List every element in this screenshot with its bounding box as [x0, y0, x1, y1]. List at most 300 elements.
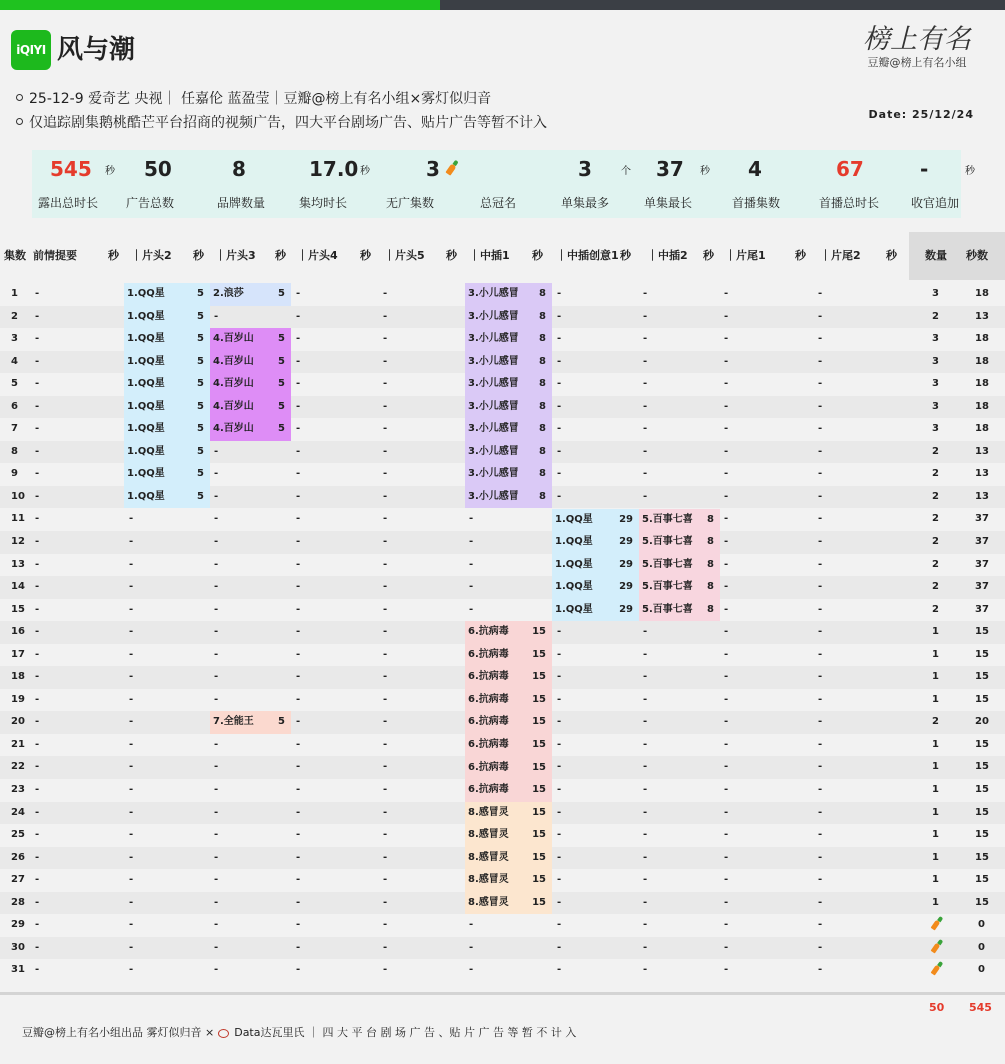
column-header-17: ｜片尾1 [725, 249, 766, 262]
empty-slot: - [35, 964, 40, 976]
empty-slot: - [643, 288, 648, 299]
ad-brand: 1.QQ星 [127, 333, 165, 345]
stat-value: 4 [748, 157, 762, 181]
empty-slot: - [724, 919, 729, 931]
episode-ad-seconds: 18 [975, 288, 989, 299]
empty-slot: - [724, 423, 729, 435]
empty-slot: - [557, 829, 562, 841]
ad-brand: 3.小儿感冒 [468, 355, 519, 367]
empty-slot: - [818, 333, 823, 345]
column-header-9: ｜片头5 [384, 249, 425, 262]
empty-slot: - [643, 333, 648, 345]
ad-cell [465, 711, 552, 734]
empty-slot: - [296, 671, 301, 683]
ad-cell [210, 711, 291, 734]
episode-ad-count: 2 [932, 513, 939, 525]
empty-slot: - [724, 288, 729, 299]
empty-slot: - [383, 964, 388, 976]
episode-ad-count: 1 [932, 896, 939, 908]
empty-slot: - [818, 648, 823, 660]
empty-slot: - [35, 648, 40, 660]
episode-number: 4 [11, 355, 18, 367]
empty-slot: - [214, 693, 219, 705]
ad-seconds: 29 [619, 603, 633, 615]
empty-slot: - [296, 738, 301, 750]
column-header-0: 集数 [4, 249, 26, 262]
empty-slot: - [35, 829, 40, 841]
ad-cell [465, 441, 552, 464]
empty-slot: - [818, 378, 823, 390]
episode-ad-count: 3 [932, 378, 939, 390]
episode-ad-count: 2 [932, 468, 939, 480]
ad-seconds: 5 [197, 423, 204, 435]
column-header-14: 秒 [620, 249, 631, 262]
empty-slot: - [383, 738, 388, 750]
episode-ad-count: 1 [932, 626, 939, 638]
carrot-icon [931, 920, 941, 931]
empty-slot: - [643, 919, 648, 931]
empty-slot: - [643, 941, 648, 953]
episode-ad-seconds: 18 [975, 355, 989, 367]
ad-seconds: 15 [532, 739, 546, 750]
empty-slot: - [724, 603, 729, 615]
ad-cell [124, 351, 210, 374]
empty-slot: - [469, 964, 474, 976]
empty-slot: - [383, 761, 388, 773]
table-row [0, 959, 1005, 982]
carrot-icon [931, 942, 941, 953]
empty-slot: - [643, 716, 648, 728]
empty-slot: - [296, 964, 301, 976]
summary-header-background [909, 232, 1005, 280]
episode-ad-seconds: 15 [975, 806, 989, 818]
empty-slot: - [818, 896, 823, 908]
empty-slot: - [643, 874, 648, 886]
ad-cell [465, 396, 552, 419]
stat-value: 67 [836, 157, 864, 181]
empty-slot: - [818, 874, 823, 886]
ad-brand: 6.抗病毒 [468, 626, 509, 638]
episode-number: 17 [11, 648, 25, 660]
ad-brand: 1.QQ星 [127, 400, 165, 412]
empty-slot: - [818, 919, 823, 931]
empty-slot: - [296, 716, 301, 728]
empty-slot: - [129, 784, 134, 796]
empty-slot: - [818, 513, 823, 525]
episode-number: 22 [11, 761, 25, 773]
empty-slot: - [557, 784, 562, 796]
empty-slot: - [214, 964, 219, 976]
ad-seconds: 8 [539, 333, 546, 345]
report-date: Date: 25/12/24 [868, 108, 974, 121]
empty-slot: - [818, 784, 823, 796]
empty-slot: - [296, 761, 301, 773]
empty-slot: - [35, 941, 40, 953]
ad-cell [465, 486, 552, 509]
episode-number: 18 [11, 671, 25, 683]
empty-slot: - [214, 896, 219, 908]
ad-brand: 5.百事七喜 [642, 513, 693, 525]
empty-slot: - [129, 851, 134, 863]
empty-slot: - [296, 829, 301, 841]
empty-slot: - [724, 333, 729, 345]
stat-label: 品牌数量 [217, 196, 266, 210]
episode-ad-seconds: 18 [975, 333, 989, 345]
empty-slot: - [383, 851, 388, 863]
drama-title: 风与潮 [57, 35, 136, 65]
ad-seconds: 29 [619, 513, 633, 525]
episode-ad-seconds: 13 [975, 468, 989, 480]
empty-slot: - [557, 355, 562, 367]
empty-slot: - [724, 513, 729, 525]
table-row [0, 554, 1005, 577]
ad-seconds: 5 [278, 288, 285, 299]
empty-slot: - [818, 423, 823, 435]
episode-number: 8 [11, 445, 18, 457]
episode-number: 27 [11, 874, 25, 886]
ad-seconds: 5 [197, 490, 204, 502]
ad-brand: 3.小儿感冒 [468, 445, 519, 457]
empty-slot: - [818, 716, 823, 728]
ad-brand: 4.百岁山 [213, 400, 254, 412]
episode-number: 1 [11, 288, 18, 299]
episode-number: 25 [11, 829, 25, 841]
empty-slot: - [643, 355, 648, 367]
episode-number: 30 [11, 941, 25, 953]
ad-brand: 4.百岁山 [213, 355, 254, 367]
ad-seconds: 8 [539, 355, 546, 367]
empty-slot: - [724, 851, 729, 863]
ad-brand: 1.QQ星 [555, 558, 593, 570]
table-row [0, 937, 1005, 960]
ad-seconds: 5 [278, 400, 285, 412]
ad-brand: 3.小儿感冒 [468, 333, 519, 345]
ad-seconds: 5 [197, 445, 204, 457]
empty-slot: - [35, 738, 40, 750]
ad-seconds: 8 [539, 490, 546, 502]
iqiyi-logo: iQIYI [11, 30, 51, 70]
empty-slot: - [129, 693, 134, 705]
empty-slot: - [818, 941, 823, 953]
ad-seconds: 5 [197, 333, 204, 345]
empty-slot: - [129, 671, 134, 683]
episode-ad-seconds: 15 [975, 626, 989, 638]
episode-ad-seconds: 13 [975, 490, 989, 502]
ad-brand: 6.抗病毒 [468, 693, 509, 705]
ad-brand: 2.浪莎 [213, 288, 244, 299]
empty-slot: - [818, 738, 823, 750]
empty-slot: - [469, 581, 474, 593]
empty-slot: - [818, 761, 823, 773]
totals-divider [0, 992, 1005, 995]
ad-seconds: 15 [532, 716, 546, 728]
stat-value: 8 [232, 157, 246, 181]
episode-number: 10 [11, 490, 25, 502]
empty-slot: - [724, 964, 729, 976]
empty-slot: - [296, 400, 301, 412]
ad-brand: 1.QQ星 [127, 288, 165, 299]
empty-slot: - [557, 738, 562, 750]
empty-slot: - [296, 468, 301, 480]
empty-slot: - [35, 851, 40, 863]
empty-slot: - [818, 468, 823, 480]
column-header-18: 秒 [795, 249, 806, 262]
empty-slot: - [296, 919, 301, 931]
empty-slot: - [557, 693, 562, 705]
episode-number: 19 [11, 693, 25, 705]
empty-slot: - [383, 468, 388, 480]
episode-ad-seconds: 15 [975, 738, 989, 750]
ad-cell [465, 306, 552, 329]
column-header-22: 秒数 [966, 249, 988, 262]
empty-slot: - [818, 310, 823, 322]
empty-slot: - [129, 648, 134, 660]
ad-seconds: 5 [197, 468, 204, 480]
ad-cell [210, 418, 291, 441]
episode-ad-count: 1 [932, 648, 939, 660]
stat-label: 首播总时长 [819, 196, 880, 210]
ad-brand: 1.QQ星 [127, 468, 165, 480]
empty-slot: - [296, 648, 301, 660]
ad-brand: 6.抗病毒 [468, 784, 509, 796]
summary-stats-panel [32, 150, 975, 218]
episode-ad-count: 2 [932, 603, 939, 615]
empty-slot: - [818, 355, 823, 367]
episode-number: 3 [11, 333, 18, 345]
episode-ad-count: 1 [932, 671, 939, 683]
ad-seconds: 8 [707, 581, 714, 593]
empty-slot: - [383, 716, 388, 728]
episode-ad-seconds: 15 [975, 829, 989, 841]
empty-slot: - [383, 693, 388, 705]
empty-slot: - [214, 603, 219, 615]
episode-ad-count: 2 [932, 536, 939, 548]
episode-number: 15 [11, 603, 25, 615]
empty-slot: - [35, 445, 40, 457]
ad-cell [465, 734, 552, 757]
episode-number: 14 [11, 581, 25, 593]
info-line-1 [16, 88, 491, 108]
total-count: 50 [929, 1001, 945, 1014]
ad-cell [552, 576, 639, 599]
ad-seconds: 29 [619, 558, 633, 570]
empty-slot: - [296, 693, 301, 705]
empty-slot: - [818, 851, 823, 863]
ad-cell [465, 689, 552, 712]
empty-slot: - [818, 288, 823, 299]
episode-ad-count: 1 [932, 874, 939, 886]
empty-slot: - [383, 671, 388, 683]
column-header-16: 秒 [703, 249, 714, 262]
empty-slot: - [129, 806, 134, 818]
empty-slot: - [557, 333, 562, 345]
episode-number: 12 [11, 536, 25, 548]
episode-ad-count: 1 [932, 738, 939, 750]
empty-slot: - [214, 445, 219, 457]
episode-number: 6 [11, 400, 18, 412]
episode-ad-seconds: 13 [975, 310, 989, 322]
ad-cell [639, 576, 720, 599]
ad-seconds: 5 [197, 310, 204, 322]
column-header-13: ｜中插创意1 [556, 249, 619, 262]
ad-brand: 1.QQ星 [555, 581, 593, 593]
empty-slot: - [557, 851, 562, 863]
ad-brand: 3.小儿感冒 [468, 400, 519, 412]
empty-slot: - [643, 761, 648, 773]
ad-cell [210, 328, 291, 351]
ad-cell [124, 328, 210, 351]
table-row [0, 576, 1005, 599]
empty-slot: - [296, 536, 301, 548]
empty-slot: - [643, 490, 648, 502]
ad-brand: 6.抗病毒 [468, 671, 509, 683]
empty-slot: - [214, 648, 219, 660]
empty-slot: - [35, 355, 40, 367]
ad-brand: 7.全能王 [213, 716, 254, 728]
empty-slot: - [129, 874, 134, 886]
ad-cell [124, 486, 210, 509]
empty-slot: - [469, 513, 474, 525]
stat-label: 单集最多 [561, 196, 610, 210]
column-header-6: 秒 [275, 249, 286, 262]
episode-ad-seconds: 15 [975, 693, 989, 705]
stat-unit: 个 [621, 166, 631, 177]
empty-slot: - [818, 536, 823, 548]
column-header-11: ｜中插1 [469, 249, 510, 262]
column-header-4: 秒 [193, 249, 204, 262]
empty-slot: - [35, 716, 40, 728]
ad-brand: 1.QQ星 [127, 490, 165, 502]
episode-ad-count: 3 [932, 288, 939, 299]
table-row [0, 599, 1005, 622]
empty-slot: - [818, 829, 823, 841]
ad-brand: 6.抗病毒 [468, 761, 509, 773]
episode-number: 24 [11, 806, 25, 818]
table-row [0, 531, 1005, 554]
ad-cell [124, 283, 210, 306]
empty-slot: - [643, 648, 648, 660]
episode-ad-seconds: 15 [975, 648, 989, 660]
ad-cell [465, 373, 552, 396]
empty-slot: - [35, 536, 40, 548]
empty-slot: - [469, 558, 474, 570]
ad-brand: 3.小儿感冒 [468, 310, 519, 322]
empty-slot: - [35, 581, 40, 593]
episode-ad-seconds: 15 [975, 896, 989, 908]
ad-cell [124, 396, 210, 419]
empty-slot: - [643, 445, 648, 457]
ad-cell [552, 599, 639, 622]
empty-slot: - [724, 490, 729, 502]
column-header-12: 秒 [532, 249, 543, 262]
empty-slot: - [214, 829, 219, 841]
empty-slot: - [35, 310, 40, 322]
empty-slot: - [296, 445, 301, 457]
ad-brand: 3.小儿感冒 [468, 468, 519, 480]
ad-cell [465, 847, 552, 870]
empty-slot: - [643, 468, 648, 480]
empty-slot: - [724, 468, 729, 480]
empty-slot: - [35, 378, 40, 390]
episode-number: 5 [11, 378, 18, 390]
ad-cell [465, 666, 552, 689]
empty-slot: - [129, 964, 134, 976]
empty-slot: - [129, 941, 134, 953]
empty-slot: - [129, 738, 134, 750]
empty-slot: - [724, 558, 729, 570]
empty-slot: - [724, 896, 729, 908]
ad-brand: 6.抗病毒 [468, 739, 509, 750]
episode-ad-seconds: 15 [975, 874, 989, 886]
stat-label: 单集最长 [644, 196, 693, 210]
ad-cell [465, 418, 552, 441]
empty-slot: - [35, 784, 40, 796]
empty-slot: - [643, 964, 648, 976]
ad-brand: 1.QQ星 [127, 310, 165, 322]
ad-cell [210, 351, 291, 374]
empty-slot: - [557, 896, 562, 908]
ad-seconds: 15 [532, 874, 546, 886]
empty-slot: - [724, 536, 729, 548]
empty-slot: - [129, 896, 134, 908]
empty-slot: - [724, 378, 729, 390]
empty-slot: - [557, 468, 562, 480]
empty-slot: - [724, 738, 729, 750]
empty-slot: - [557, 648, 562, 660]
empty-slot: - [383, 558, 388, 570]
empty-slot: - [35, 603, 40, 615]
empty-slot: - [724, 355, 729, 367]
empty-slot: - [818, 558, 823, 570]
ad-cell [465, 283, 552, 306]
empty-slot: - [214, 806, 219, 818]
empty-slot: - [818, 603, 823, 615]
ad-seconds: 5 [197, 355, 204, 367]
episode-ad-count: 1 [932, 851, 939, 863]
episode-number: 16 [11, 626, 25, 638]
empty-slot: - [296, 513, 301, 525]
empty-slot: - [724, 400, 729, 412]
empty-slot: - [724, 626, 729, 638]
empty-slot: - [724, 716, 729, 728]
empty-slot: - [35, 761, 40, 773]
episode-ad-count: 1 [932, 693, 939, 705]
empty-slot: - [383, 919, 388, 931]
ad-brand: 6.抗病毒 [468, 716, 509, 728]
episode-ad-count: 3 [932, 333, 939, 345]
ad-seconds: 8 [539, 423, 546, 435]
stat-label: 无广集数 [386, 196, 435, 210]
empty-slot: - [557, 874, 562, 886]
ad-cell [465, 869, 552, 892]
empty-slot: - [643, 693, 648, 705]
ad-brand: 8.感冒灵 [468, 851, 509, 863]
ad-brand: 1.QQ星 [555, 513, 593, 525]
episode-ad-count: 2 [932, 716, 939, 728]
bullet-icon [16, 118, 23, 125]
empty-slot: - [643, 423, 648, 435]
empty-slot: - [214, 761, 219, 773]
empty-slot: - [35, 490, 40, 502]
empty-slot: - [724, 874, 729, 886]
empty-slot: - [643, 626, 648, 638]
ad-seconds: 5 [278, 423, 285, 435]
ad-cell [465, 802, 552, 825]
episode-ad-count: 1 [932, 761, 939, 773]
empty-slot: - [383, 333, 388, 345]
ad-cell [552, 554, 639, 577]
episode-ad-count: 3 [932, 423, 939, 435]
